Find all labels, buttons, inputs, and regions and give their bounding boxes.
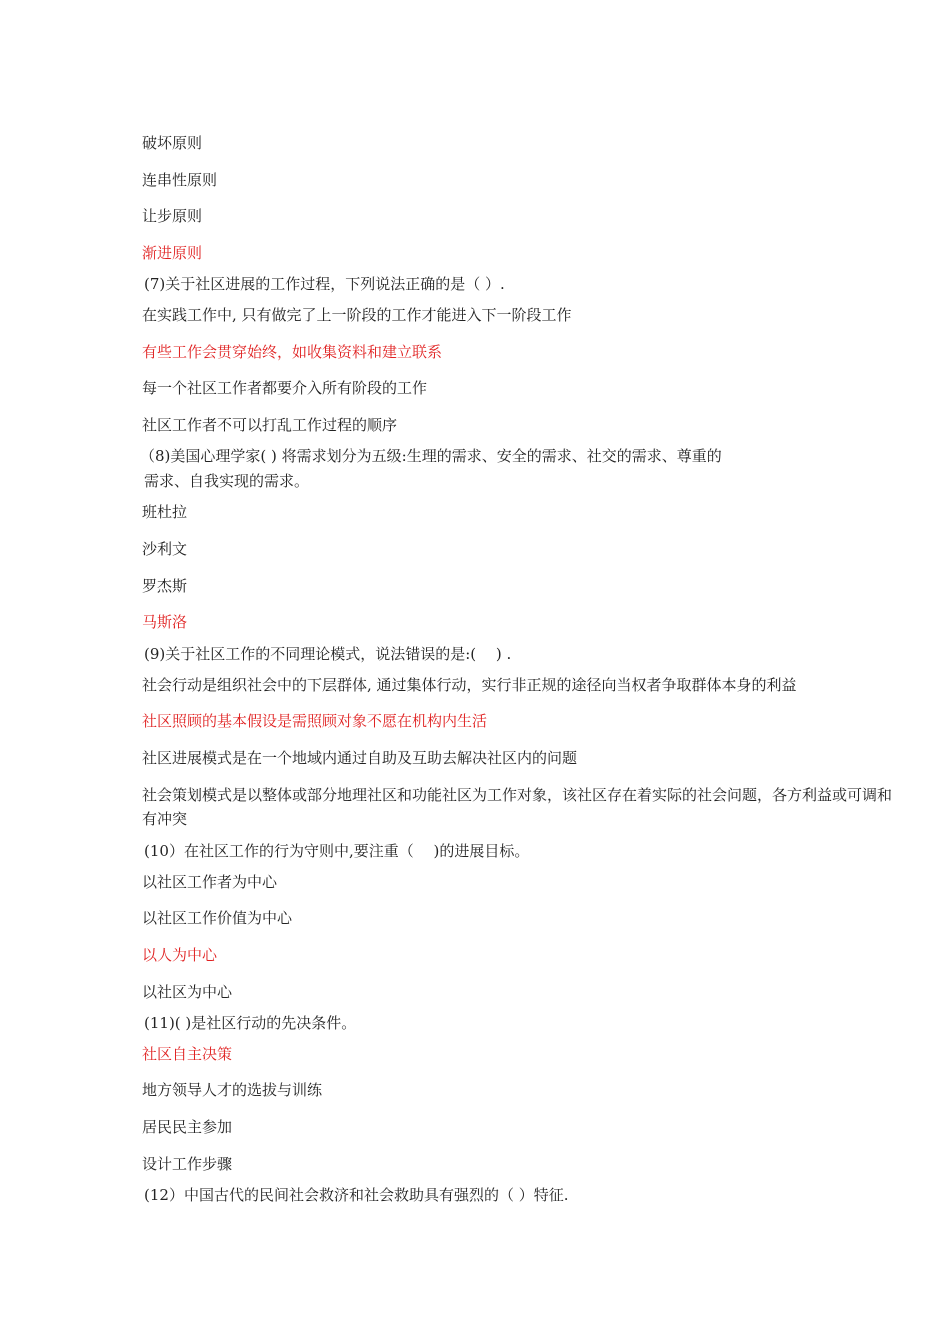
option-text: 地方领导人才的选拔与训练: [142, 1081, 323, 1099]
option-text: 连串性原则: [142, 171, 218, 189]
option-text: 以社区工作者为中心: [142, 873, 278, 891]
answer-text: 渐进原则: [142, 244, 203, 262]
option-text: 以社区为中心: [142, 983, 233, 1001]
option-text: 设计工作步骤: [142, 1155, 233, 1173]
option-text: 罗杰斯: [142, 577, 188, 595]
option-text: 破坏原则: [142, 134, 203, 152]
option-text: 社区进展模式是在一个地域内通过自助及互助去解决社区内的问题: [142, 749, 578, 767]
question-text: (11)( )是社区行动的先决条件。: [144, 1014, 357, 1032]
option-text: 班杜拉: [142, 503, 188, 521]
question-text: (10）在社区工作的行为守则中,要注重（ )的进展目标。: [144, 842, 530, 860]
question-text: (9)关于社区工作的不同理论模式，说法错误的是:( ) .: [144, 645, 512, 663]
option-text: 以社区工作价值为中心: [142, 909, 293, 927]
option-text: 在实践工作中, 只有做完了上一阶段的工作才能进入下一阶段工作: [142, 306, 572, 324]
option-text: 每一个社区工作者都要介入所有阶段的工作: [142, 379, 428, 397]
answer-text: 社区照顾的基本假设是需照顾对象不愿在机构内生活: [142, 712, 488, 730]
option-text: 沙利文: [142, 540, 188, 558]
answer-text: 马斯洛: [142, 613, 188, 631]
option-text: 社会策划模式是以整体或部分地理社区和功能社区为工作对象，该社区存在着实际的社会问题，各方利益或可调和: [142, 786, 893, 804]
answer-text: 以人为中心: [142, 946, 218, 964]
option-text: 让步原则: [142, 207, 203, 225]
question-text: 需求、自我实现的需求。: [144, 472, 310, 490]
question-text: (12）中国古代的民间社会救济和社会救助具有强烈的（ ）特征.: [144, 1186, 569, 1204]
option-text: 居民民主参加: [142, 1118, 233, 1136]
option-text: 有冲突: [142, 810, 188, 828]
question-text: (7)关于社区进展的工作过程，下列说法正确的是（ ）.: [144, 275, 505, 293]
option-text: 社会行动是组织社会中的下层群体, 通过集体行动，实行非正规的途径向当权者争取群体本身的利益: [142, 676, 797, 694]
option-text: 社区工作者不可以打乱工作过程的顺序: [142, 416, 398, 434]
answer-text: 社区自主决策: [142, 1045, 233, 1063]
answer-text: 有些工作会贯穿始终，如收集资料和建立联系: [142, 343, 443, 361]
question-text: （8)美国心理学家( ) 将需求划分为五级:生理的需求、安全的需求、社交的需求、尊重的: [140, 447, 722, 465]
